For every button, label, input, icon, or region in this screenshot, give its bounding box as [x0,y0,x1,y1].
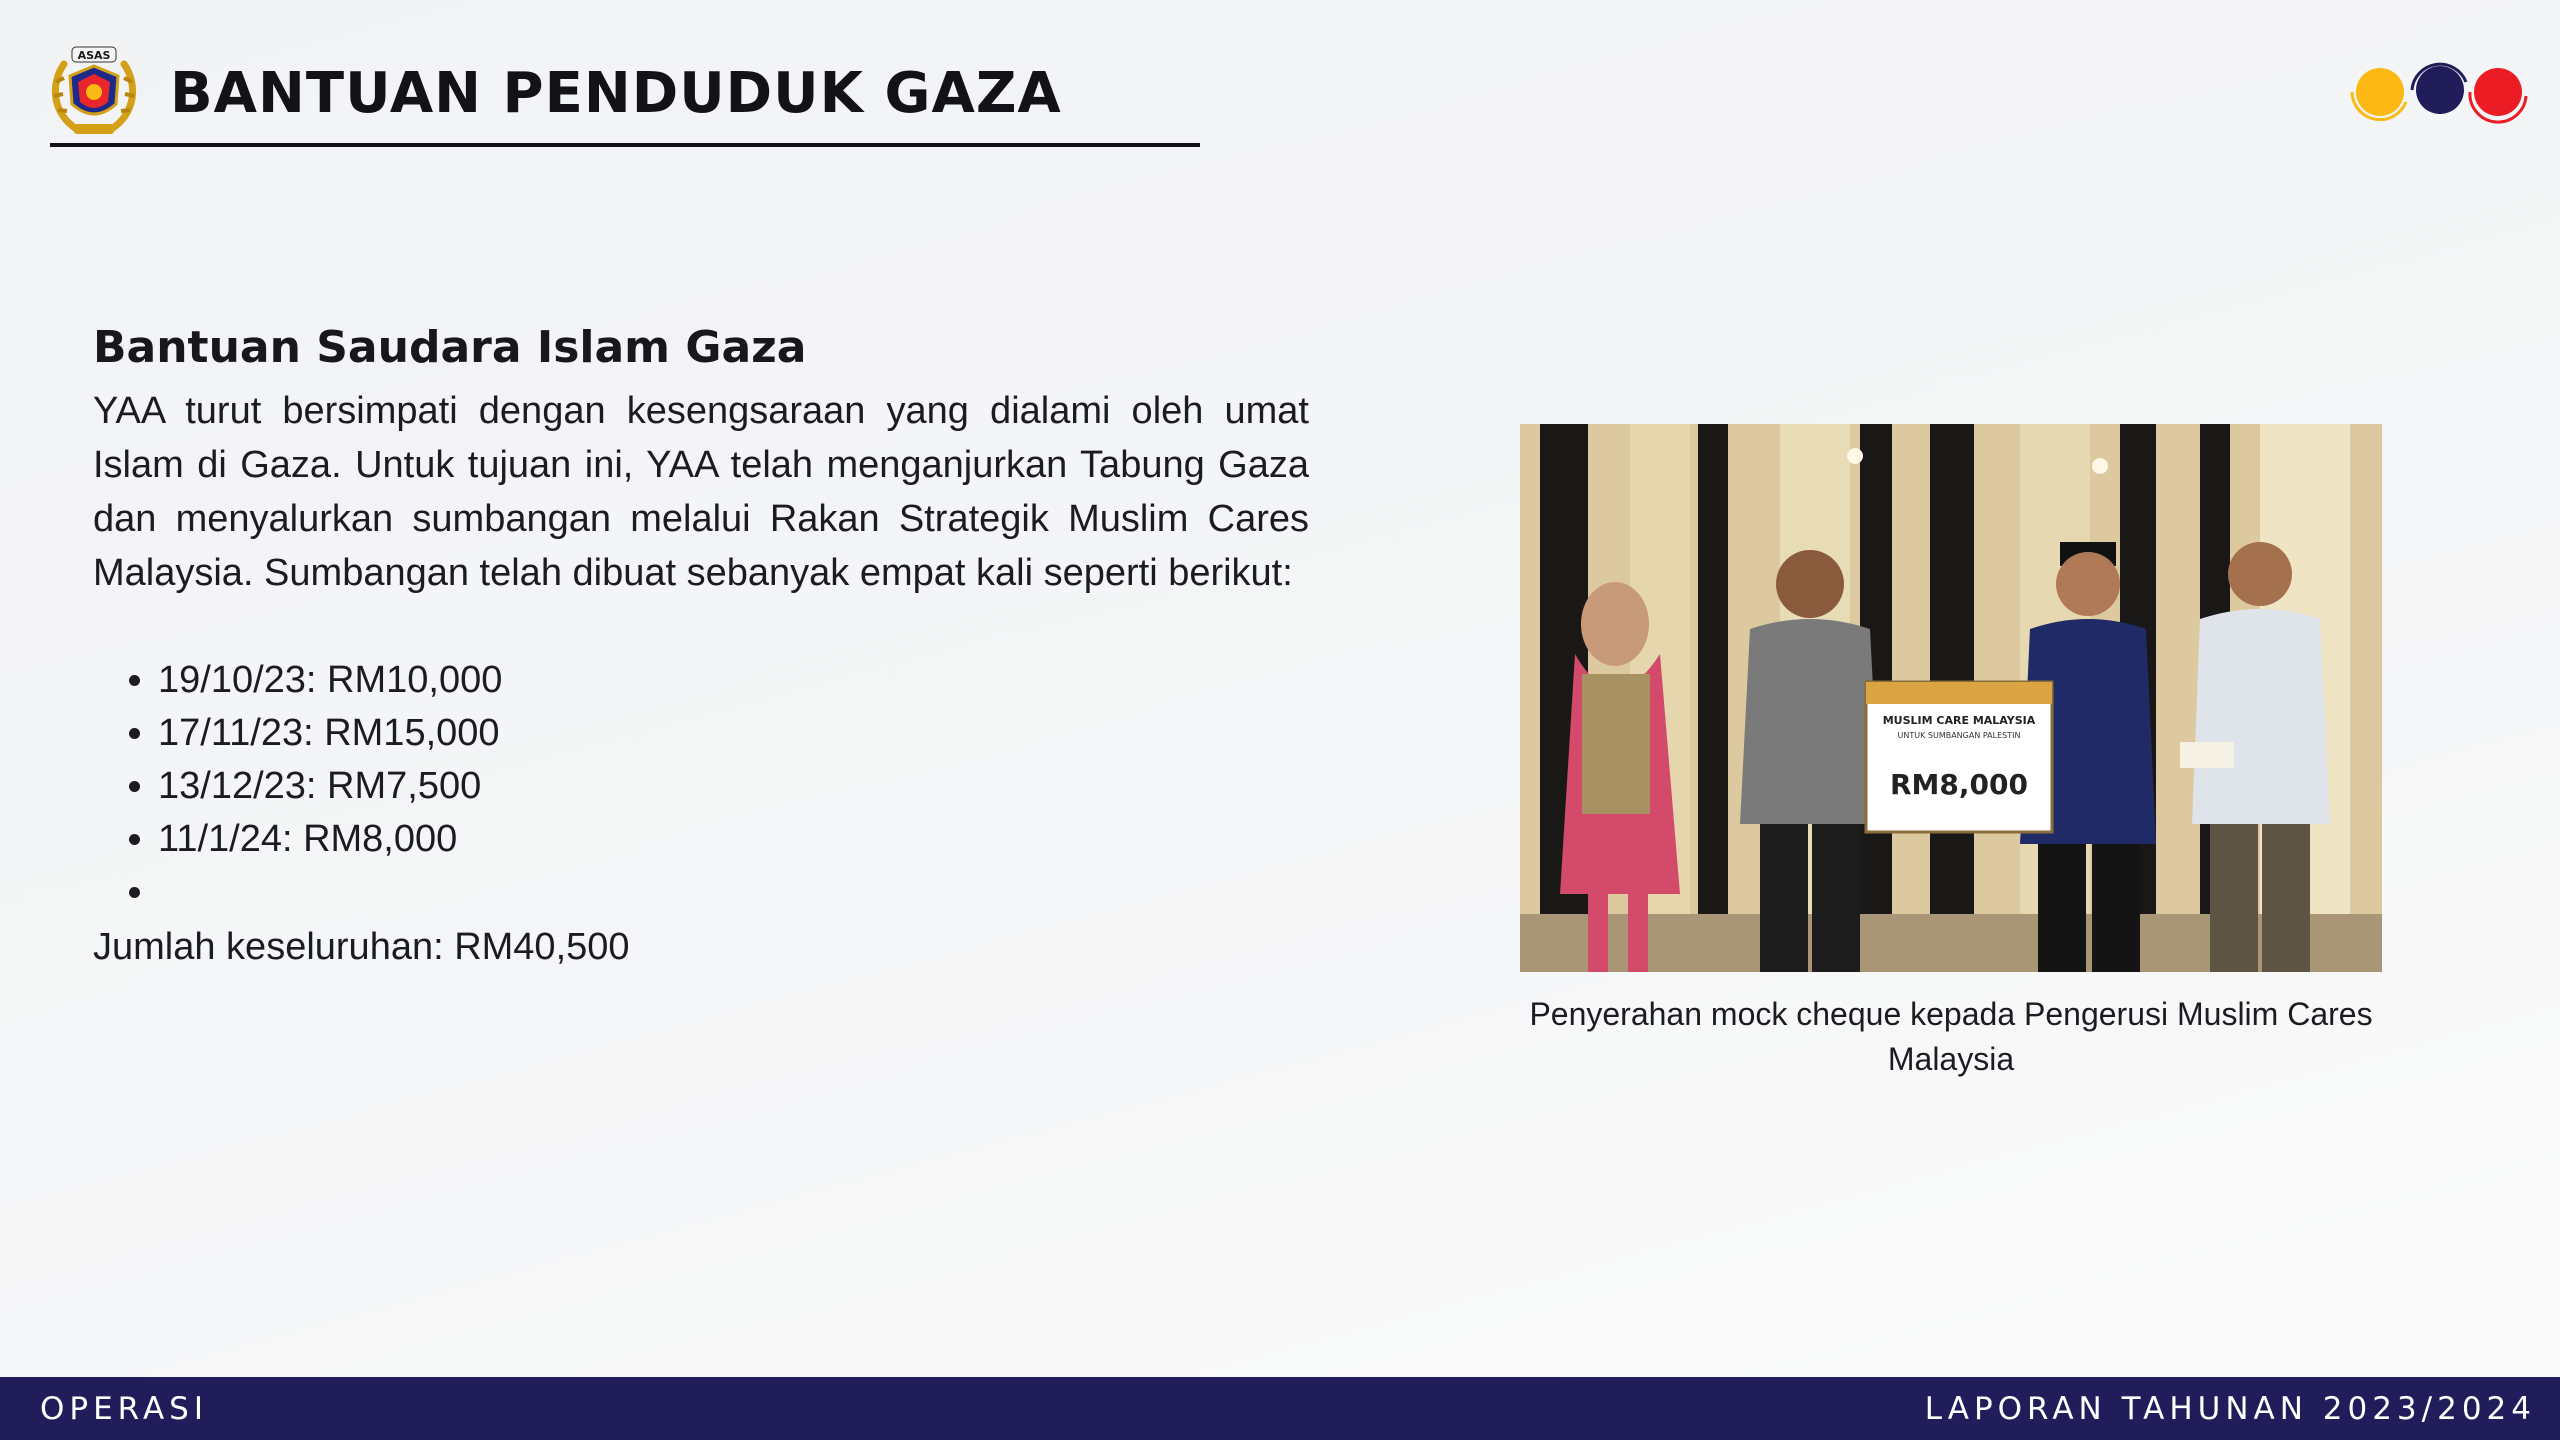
list-item: • 17/11/23: RM15,000 [158,707,1309,760]
list-item [158,866,1309,919]
svg-text:UNTUK SUMBANGAN PALESTIN: UNTUK SUMBANGAN PALESTIN [1897,731,2021,740]
page-title: BANTUAN PENDUDUK GAZA [170,61,1062,126]
description-paragraph: YAA turut bersimpati dengan kesengsaraan yang dialami oleh umat Islam di Gaza. Untuk tujuan ini, YAA telah menganjurkan Tabung Gaza dan menyalurkan sumbangan melalui Rakan Strategik Muslim Cares Malaysia. Sumbangan telah dibuat sebanyak empat kali seperti berikut: [93,390,1309,594]
cheque-presentation-photo [1520,424,2382,972]
svg-text:MUSLIM CARE MALAYSIA: MUSLIM CARE MALAYSIA [1882,714,2036,727]
title-underline [50,143,1200,147]
list-item: • 13/12/23: RM7,500 [158,760,1309,813]
total-amount: Jumlah keseluruhan: RM40,500 [93,926,630,968]
footer-bar [0,1377,2560,1440]
main-content [93,318,1309,975]
photo-caption: Penyerahan mock cheque kepada Pengerusi Muslim Cares Malaysia [1529,996,2373,1077]
svg-text:ASAS: ASAS [77,49,111,62]
list-item: • 11/1/24: RM8,000 [158,813,1309,866]
svg-text:RM8,000: RM8,000 [1890,768,2028,801]
organization-logo [48,44,140,140]
footer-report-label: LAPORAN TAHUNAN 2023/2024 [1924,1391,2536,1427]
decorative-dots-icon [2346,62,2532,126]
donation-list [93,654,1309,919]
list-item: • 19/10/23: RM10,000 [158,654,1309,707]
section-heading: Bantuan Saudara Islam Gaza [93,322,807,373]
footer-section-label: OPERASI [40,1391,208,1427]
